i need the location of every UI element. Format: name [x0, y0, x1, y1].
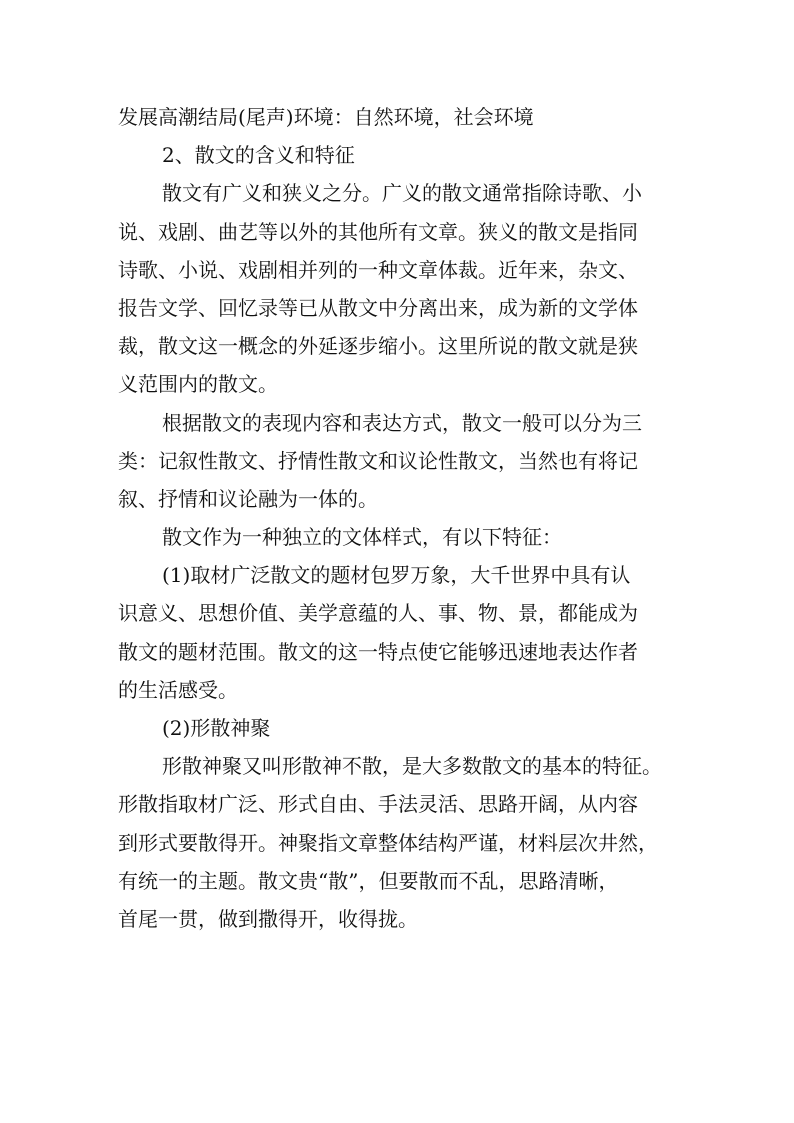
text-line: 诗歌、小说、戏剧相并列的一种文章体裁。近年来，杂文、	[118, 257, 638, 282]
text-line: 识意义、思想价值、美学意蕴的人、事、物、景，都能成为	[118, 601, 638, 626]
text-line: 裁，散文这一概念的外延逐步缩小。这里所说的散文就是狭	[118, 334, 638, 359]
text-line: 形散神聚又叫形散神不散，是大多数散文的基本的特征。	[162, 754, 662, 779]
text-line: 首尾一贯，做到撒得开，收得拢。	[118, 906, 418, 931]
text-line: 发展高潮结局(尾声)环境：自然环境，社会环境	[118, 105, 534, 129]
text-line: 散文有广义和狭义之分。广义的散文通常指除诗歌、小	[162, 181, 642, 206]
document-body	[118, 98, 686, 938]
list-item: (2)形散神聚	[162, 716, 271, 740]
text-line: 叙、抒情和议论融为一体的。	[118, 486, 378, 511]
text-line: 根据散文的表现内容和表达方式，散文一般可以分为三	[162, 410, 642, 435]
text-line: 说、戏剧、曲艺等以外的其他所有文章。狭义的散文是指同	[118, 219, 638, 244]
text-line: 形散指取材广泛、形式自由、手法灵活、思路开阔，从内容	[118, 792, 638, 817]
text-line: 义范围内的散文。	[118, 372, 278, 397]
text-line: 散文的题材范围。散文的这一特点使它能够迅速地表达作者	[118, 639, 638, 664]
text-line: 有统一的主题。散文贵“散”，但要散而不乱，思路清晰，	[118, 868, 619, 893]
text-line: 的生活感受。	[118, 677, 238, 702]
text-line: 报告文学、回忆录等已从散文中分离出来，成为新的文学体	[118, 295, 638, 320]
section-heading: 2、散文的含义和特征	[162, 143, 355, 168]
list-item: (1)取材广泛散文的题材包罗万象，大千世界中具有认	[162, 563, 631, 588]
text-line: 到形式要散得开。神聚指文章整体结构严谨，材料层次井然，	[118, 830, 658, 855]
text-line: 类：记叙性散文、抒情性散文和议论性散文，当然也有将记	[118, 448, 638, 473]
text-line: 散文作为一种独立的文体样式，有以下特征：	[162, 525, 562, 550]
